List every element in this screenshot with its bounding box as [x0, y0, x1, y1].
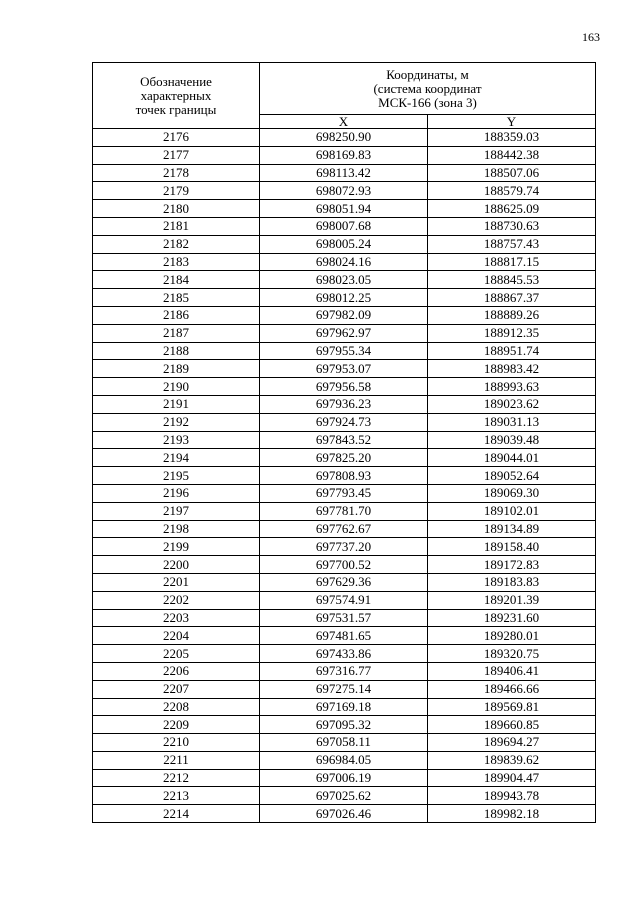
point-cell: 2198 — [93, 520, 260, 538]
x-coordinate-cell: 696984.05 — [260, 751, 428, 769]
x-coordinate-cell: 697781.70 — [260, 502, 428, 520]
y-coordinate-cell: 188983.42 — [428, 360, 596, 378]
header-row-main — [93, 63, 596, 115]
table-row — [93, 787, 596, 805]
x-coordinate-cell: 697025.62 — [260, 787, 428, 805]
point-designation-header: Обозначение характерных точек границы — [93, 63, 260, 129]
y-column-header: Y — [428, 115, 596, 129]
table-row — [93, 751, 596, 769]
y-coordinate-cell: 189694.27 — [428, 734, 596, 752]
x-coordinate-cell: 697956.58 — [260, 378, 428, 396]
x-coordinate-cell: 698250.90 — [260, 129, 428, 147]
x-coordinate-cell: 698072.93 — [260, 182, 428, 200]
y-coordinate-cell: 188889.26 — [428, 306, 596, 324]
x-coordinate-cell: 697433.86 — [260, 645, 428, 663]
y-coordinate-cell: 189158.40 — [428, 538, 596, 556]
y-coordinate-cell: 189660.85 — [428, 716, 596, 734]
point-cell: 2178 — [93, 164, 260, 182]
table-row — [93, 146, 596, 164]
y-coordinate-cell: 189280.01 — [428, 627, 596, 645]
point-cell: 2184 — [93, 271, 260, 289]
point-cell: 2213 — [93, 787, 260, 805]
table-row — [93, 538, 596, 556]
table-row — [93, 662, 596, 680]
table-row — [93, 591, 596, 609]
point-cell: 2212 — [93, 769, 260, 787]
y-coordinate-cell: 189052.64 — [428, 467, 596, 485]
x-coordinate-cell: 697026.46 — [260, 805, 428, 823]
x-coordinate-cell: 697825.20 — [260, 449, 428, 467]
table-row — [93, 289, 596, 307]
x-coordinate-cell: 697275.14 — [260, 680, 428, 698]
x-coordinate-cell: 698113.42 — [260, 164, 428, 182]
point-cell: 2191 — [93, 395, 260, 413]
y-coordinate-cell: 188993.63 — [428, 378, 596, 396]
point-cell: 2188 — [93, 342, 260, 360]
coordinates-header: Координаты, м (система координат МСК-166 (зона 3) — [260, 63, 596, 115]
x-coordinate-cell: 697808.93 — [260, 467, 428, 485]
table-body — [93, 129, 596, 823]
y-coordinate-cell: 188442.38 — [428, 146, 596, 164]
table-row — [93, 609, 596, 627]
table-row — [93, 556, 596, 574]
x-coordinate-cell: 697982.09 — [260, 306, 428, 324]
table-row — [93, 769, 596, 787]
y-coordinate-cell: 189406.41 — [428, 662, 596, 680]
y-coordinate-cell: 189102.01 — [428, 502, 596, 520]
table-row — [93, 431, 596, 449]
point-cell: 2201 — [93, 573, 260, 591]
table-row — [93, 378, 596, 396]
y-coordinate-cell: 189231.60 — [428, 609, 596, 627]
page-number: 163 — [582, 30, 600, 44]
x-coordinate-cell: 697058.11 — [260, 734, 428, 752]
table-row — [93, 467, 596, 485]
x-coordinate-cell: 697762.67 — [260, 520, 428, 538]
y-coordinate-cell: 189069.30 — [428, 484, 596, 502]
x-coordinate-cell: 697629.36 — [260, 573, 428, 591]
point-cell: 2181 — [93, 217, 260, 235]
x-coordinate-cell: 697953.07 — [260, 360, 428, 378]
y-coordinate-cell: 189839.62 — [428, 751, 596, 769]
x-coordinate-cell: 697095.32 — [260, 716, 428, 734]
y-coordinate-cell: 189904.47 — [428, 769, 596, 787]
x-coordinate-cell: 697316.77 — [260, 662, 428, 680]
x-coordinate-cell: 697169.18 — [260, 698, 428, 716]
point-cell: 2192 — [93, 413, 260, 431]
point-cell: 2210 — [93, 734, 260, 752]
point-cell: 2197 — [93, 502, 260, 520]
table-row — [93, 627, 596, 645]
table-row — [93, 413, 596, 431]
table-row — [93, 342, 596, 360]
table-row — [93, 129, 596, 147]
y-coordinate-cell: 189943.78 — [428, 787, 596, 805]
point-cell: 2177 — [93, 146, 260, 164]
y-coordinate-cell: 189134.89 — [428, 520, 596, 538]
y-coordinate-cell: 188757.43 — [428, 235, 596, 253]
x-coordinate-cell: 697006.19 — [260, 769, 428, 787]
point-cell: 2189 — [93, 360, 260, 378]
x-coordinate-cell: 697962.97 — [260, 324, 428, 342]
point-cell: 2195 — [93, 467, 260, 485]
point-cell: 2193 — [93, 431, 260, 449]
y-coordinate-cell: 189031.13 — [428, 413, 596, 431]
y-coordinate-cell: 188951.74 — [428, 342, 596, 360]
table-row — [93, 698, 596, 716]
table-row — [93, 253, 596, 271]
point-cell: 2209 — [93, 716, 260, 734]
x-coordinate-cell: 697481.65 — [260, 627, 428, 645]
x-coordinate-cell: 697955.34 — [260, 342, 428, 360]
table-row — [93, 182, 596, 200]
table-row — [93, 680, 596, 698]
x-coordinate-cell: 698012.25 — [260, 289, 428, 307]
table-row — [93, 502, 596, 520]
table-row — [93, 324, 596, 342]
table-row — [93, 645, 596, 663]
table-header — [93, 63, 596, 129]
table-row — [93, 306, 596, 324]
point-cell: 2179 — [93, 182, 260, 200]
x-coordinate-cell: 697700.52 — [260, 556, 428, 574]
x-coordinate-cell: 698051.94 — [260, 200, 428, 218]
point-cell: 2207 — [93, 680, 260, 698]
y-coordinate-cell: 189183.83 — [428, 573, 596, 591]
y-coordinate-cell: 189044.01 — [428, 449, 596, 467]
point-cell: 2176 — [93, 129, 260, 147]
x-coordinate-cell: 697936.23 — [260, 395, 428, 413]
x-coordinate-cell: 697793.45 — [260, 484, 428, 502]
point-cell: 2194 — [93, 449, 260, 467]
point-cell: 2202 — [93, 591, 260, 609]
point-cell: 2199 — [93, 538, 260, 556]
point-cell: 2200 — [93, 556, 260, 574]
table-row — [93, 805, 596, 823]
table-row — [93, 235, 596, 253]
table-row — [93, 395, 596, 413]
y-coordinate-cell: 189201.39 — [428, 591, 596, 609]
point-cell: 2185 — [93, 289, 260, 307]
y-coordinate-cell: 188730.63 — [428, 217, 596, 235]
x-coordinate-cell: 697531.57 — [260, 609, 428, 627]
y-coordinate-cell: 188579.74 — [428, 182, 596, 200]
y-coordinate-cell: 188359.03 — [428, 129, 596, 147]
table-row — [93, 200, 596, 218]
point-cell: 2187 — [93, 324, 260, 342]
point-cell: 2214 — [93, 805, 260, 823]
x-coordinate-cell: 698024.16 — [260, 253, 428, 271]
coordinates-table — [92, 62, 596, 823]
point-cell: 2190 — [93, 378, 260, 396]
table-row — [93, 360, 596, 378]
y-coordinate-cell: 188817.15 — [428, 253, 596, 271]
point-cell: 2196 — [93, 484, 260, 502]
x-coordinate-cell: 698005.24 — [260, 235, 428, 253]
table-row — [93, 271, 596, 289]
y-coordinate-cell: 189039.48 — [428, 431, 596, 449]
y-coordinate-cell: 188867.37 — [428, 289, 596, 307]
table-row — [93, 484, 596, 502]
point-cell: 2203 — [93, 609, 260, 627]
point-cell: 2208 — [93, 698, 260, 716]
y-coordinate-cell: 189982.18 — [428, 805, 596, 823]
table-row — [93, 573, 596, 591]
point-cell: 2211 — [93, 751, 260, 769]
point-cell: 2204 — [93, 627, 260, 645]
y-coordinate-cell: 189320.75 — [428, 645, 596, 663]
table-row — [93, 520, 596, 538]
x-coordinate-cell: 697924.73 — [260, 413, 428, 431]
point-cell: 2180 — [93, 200, 260, 218]
point-cell: 2206 — [93, 662, 260, 680]
y-coordinate-cell: 188625.09 — [428, 200, 596, 218]
y-coordinate-cell: 189172.83 — [428, 556, 596, 574]
point-cell: 2205 — [93, 645, 260, 663]
point-cell: 2183 — [93, 253, 260, 271]
y-coordinate-cell: 188912.35 — [428, 324, 596, 342]
y-coordinate-cell: 188845.53 — [428, 271, 596, 289]
x-coordinate-cell: 697843.52 — [260, 431, 428, 449]
x-coordinate-cell: 697574.91 — [260, 591, 428, 609]
y-coordinate-cell: 189569.81 — [428, 698, 596, 716]
y-coordinate-cell: 189023.62 — [428, 395, 596, 413]
x-coordinate-cell: 697737.20 — [260, 538, 428, 556]
point-cell: 2186 — [93, 306, 260, 324]
x-coordinate-cell: 698169.83 — [260, 146, 428, 164]
point-cell: 2182 — [93, 235, 260, 253]
table-row — [93, 716, 596, 734]
table-row — [93, 449, 596, 467]
table-row — [93, 164, 596, 182]
table-row — [93, 734, 596, 752]
y-coordinate-cell: 188507.06 — [428, 164, 596, 182]
x-coordinate-cell: 698023.05 — [260, 271, 428, 289]
y-coordinate-cell: 189466.66 — [428, 680, 596, 698]
x-coordinate-cell: 698007.68 — [260, 217, 428, 235]
table-row — [93, 217, 596, 235]
x-column-header: X — [260, 115, 428, 129]
